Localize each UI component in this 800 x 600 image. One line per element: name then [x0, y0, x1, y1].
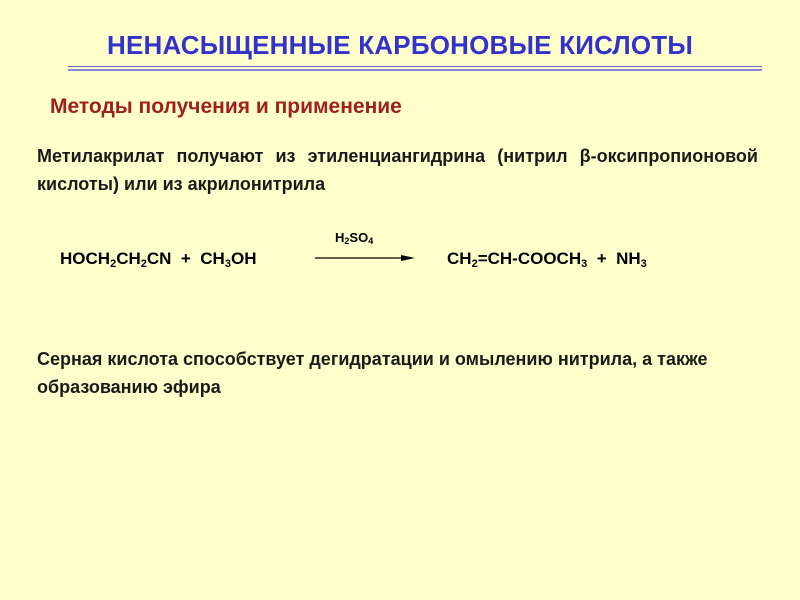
description-paragraph: Метилакрилат получают из этиленциангидрина (нитрил β-оксипропионовой кислоты) или из акрилонитрила — [37, 146, 758, 194]
plus-sign: + — [180, 249, 191, 268]
product-ammonia: $NH_3$ — [616, 249, 647, 270]
plus-sign: + — [596, 249, 607, 268]
reactant-methanol: $CH_3OH$ — [200, 249, 257, 270]
reaction-catalyst: $H_2SO_4$ — [335, 230, 374, 246]
equation-reactants — [60, 249, 256, 269]
product-methyl-acrylate: $CH_2=CH-COOCH_3$ — [447, 249, 588, 270]
underline-line-bottom — [68, 69, 762, 71]
underline-line-top — [68, 66, 762, 67]
reactant-ethylene-cyanohydrin: $HOCH_2CH_2CN$ — [60, 249, 172, 270]
explanation-paragraph: Серная кислота способствует дегидратации и омылению нитрила, а также образованию эфира — [37, 349, 708, 397]
slide-title: НЕНАСЫЩЕННЫЕ КАРБОНОВЫЕ КИСЛОТЫ — [106, 30, 694, 60]
equation-products — [447, 249, 647, 269]
section-subtitle: Методы получения и применение — [50, 95, 402, 118]
reaction-arrow-icon — [315, 252, 417, 264]
title-underline — [68, 66, 762, 72]
